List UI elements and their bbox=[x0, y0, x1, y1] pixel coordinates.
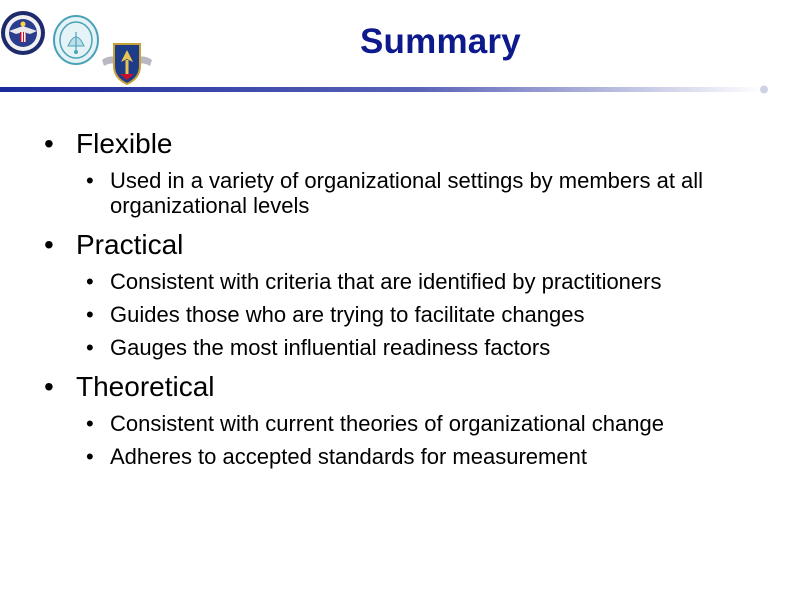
sub-bullet bbox=[44, 269, 744, 294]
bullet-icon: • bbox=[44, 128, 54, 159]
bullet-icon: • bbox=[86, 302, 94, 327]
sub-bullet-text: Used in a variety of organizational settings by members at all organizational levels bbox=[110, 168, 704, 218]
slide-title: Summary bbox=[360, 22, 521, 61]
sub-bullet-text: Consistent with current theories of organizational change bbox=[110, 411, 664, 436]
section-heading-flexible bbox=[44, 128, 744, 160]
bullet-icon: • bbox=[86, 269, 94, 294]
sub-bullet bbox=[44, 302, 744, 327]
sub-bullet-text: Gauges the most influential readiness factors bbox=[110, 335, 551, 360]
sub-bullet-text: Consistent with criteria that are identified by practitioners bbox=[110, 269, 662, 294]
sub-bullet bbox=[44, 335, 744, 360]
section-heading-text: Theoretical bbox=[76, 371, 215, 402]
air-force-shield-icon bbox=[100, 38, 154, 86]
sub-bullet bbox=[44, 444, 744, 469]
department-seal-icon bbox=[52, 14, 100, 66]
title-divider bbox=[0, 85, 770, 95]
sub-bullet bbox=[44, 411, 744, 436]
sub-bullet-text: Guides those who are trying to facilitate changes bbox=[110, 302, 585, 327]
section-heading-practical bbox=[44, 229, 744, 261]
section-heading-text: Flexible bbox=[76, 128, 173, 159]
bullet-icon: • bbox=[86, 168, 94, 193]
bullet-icon: • bbox=[44, 371, 54, 402]
bullet-list bbox=[44, 128, 744, 469]
bullet-icon: • bbox=[86, 411, 94, 436]
va-seal-icon bbox=[0, 10, 46, 56]
bullet-icon: • bbox=[44, 229, 54, 260]
bullet-icon: • bbox=[86, 335, 94, 360]
section-heading-text: Practical bbox=[76, 229, 184, 260]
section-heading-theoretical bbox=[44, 371, 744, 403]
bullet-icon: • bbox=[86, 444, 94, 469]
sub-bullet bbox=[44, 168, 744, 218]
sub-bullet-text: Adheres to accepted standards for measurement bbox=[110, 444, 587, 469]
